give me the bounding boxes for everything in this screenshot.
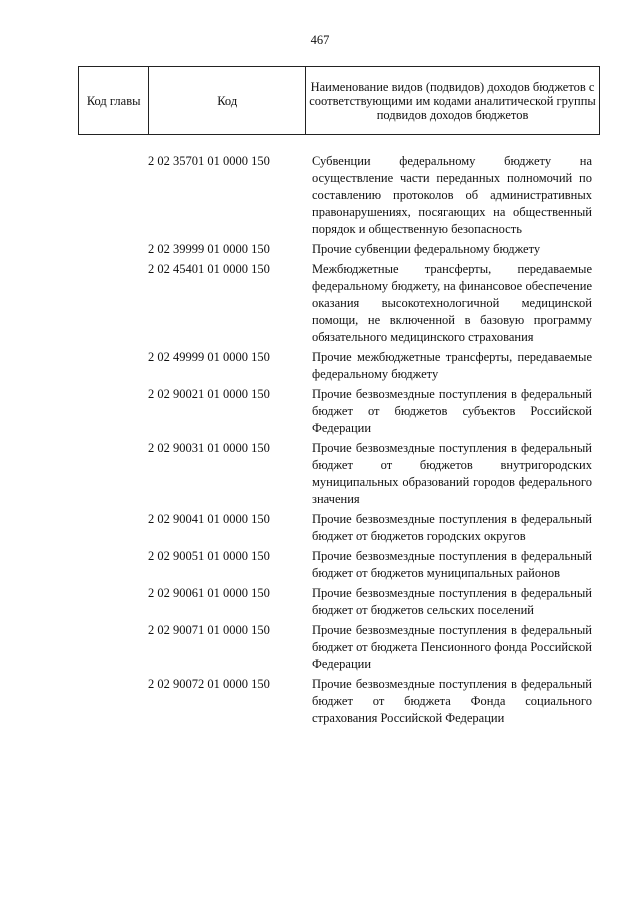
- table-row: [0, 511, 640, 545]
- table-row: [0, 386, 640, 437]
- row-code: 2 02 35701 01 0000 150: [148, 154, 270, 168]
- table-row: [0, 241, 640, 258]
- page-number: 467: [310, 33, 330, 47]
- table-row: [0, 585, 640, 619]
- row-code: 2 02 90031 01 0000 150: [148, 441, 270, 455]
- row-name: Прочие субвенции федеральному бюджету: [312, 242, 541, 256]
- table-row: [0, 622, 640, 673]
- row-code: 2 02 49999 01 0000 150: [148, 350, 270, 364]
- row-name: Прочие безвозмездные поступления в федеральный бюджет от бюджетов сельских поселений: [312, 586, 592, 617]
- header-code: Код: [149, 67, 306, 135]
- row-name: Прочие безвозмездные поступления в федеральный бюджет от бюджетов внутригородских муниципальных образований городов федерального значения: [312, 441, 592, 506]
- row-code: 2 02 90071 01 0000 150: [148, 623, 270, 637]
- table-row: [0, 349, 640, 383]
- table-row: [0, 261, 640, 346]
- row-code: 2 02 90061 01 0000 150: [148, 586, 270, 600]
- row-code: 2 02 90041 01 0000 150: [148, 512, 270, 526]
- row-code: 2 02 39999 01 0000 150: [148, 242, 270, 256]
- row-code: 2 02 90072 01 0000 150: [148, 677, 270, 691]
- row-name: Прочие безвозмездные поступления в федеральный бюджет от бюджета Пенсионного фонда Российской Федерации: [312, 623, 592, 671]
- row-code: 2 02 90021 01 0000 150: [148, 387, 270, 401]
- table-row: [0, 548, 640, 582]
- row-name: Межбюджетные трансферты, передаваемые федеральному бюджету, на финансовое обеспечение оказания высокотехнологичной медицинской помощи, не включенной в базовую программу обязательного медицинского страхования: [312, 262, 592, 344]
- row-name: Субвенции федеральному бюджету на осуществление части переданных полномочий по составлению протоколов об административных правонарушениях, посягающих на общественный порядок и общественную безопасность: [312, 154, 592, 236]
- row-name: Прочие безвозмездные поступления в федеральный бюджет от бюджетов городских округов: [312, 512, 592, 543]
- table-header: [78, 66, 600, 135]
- row-name: Прочие безвозмездные поступления в федеральный бюджет от бюджетов субъектов Российской Федерации: [312, 387, 592, 435]
- row-code: 2 02 45401 01 0000 150: [148, 262, 270, 276]
- income-codes-list: [0, 153, 640, 730]
- row-name: Прочие безвозмездные поступления в федеральный бюджет от бюджета Фонда социального страхования Российской Федерации: [312, 677, 592, 725]
- header-name: Наименование видов (подвидов) доходов бюджетов с соответствующими им кодами аналитической группы подвидов доходов бюджетов: [306, 67, 600, 135]
- table-row: [0, 153, 640, 238]
- row-name: Прочие безвозмездные поступления в федеральный бюджет от бюджетов муниципальных районов: [312, 549, 592, 580]
- table-row: [0, 676, 640, 727]
- table-row: [0, 440, 640, 508]
- row-code: 2 02 90051 01 0000 150: [148, 549, 270, 563]
- header-chapter-code: Код главы: [79, 67, 149, 135]
- row-name: Прочие межбюджетные трансферты, передаваемые федеральному бюджету: [312, 350, 592, 381]
